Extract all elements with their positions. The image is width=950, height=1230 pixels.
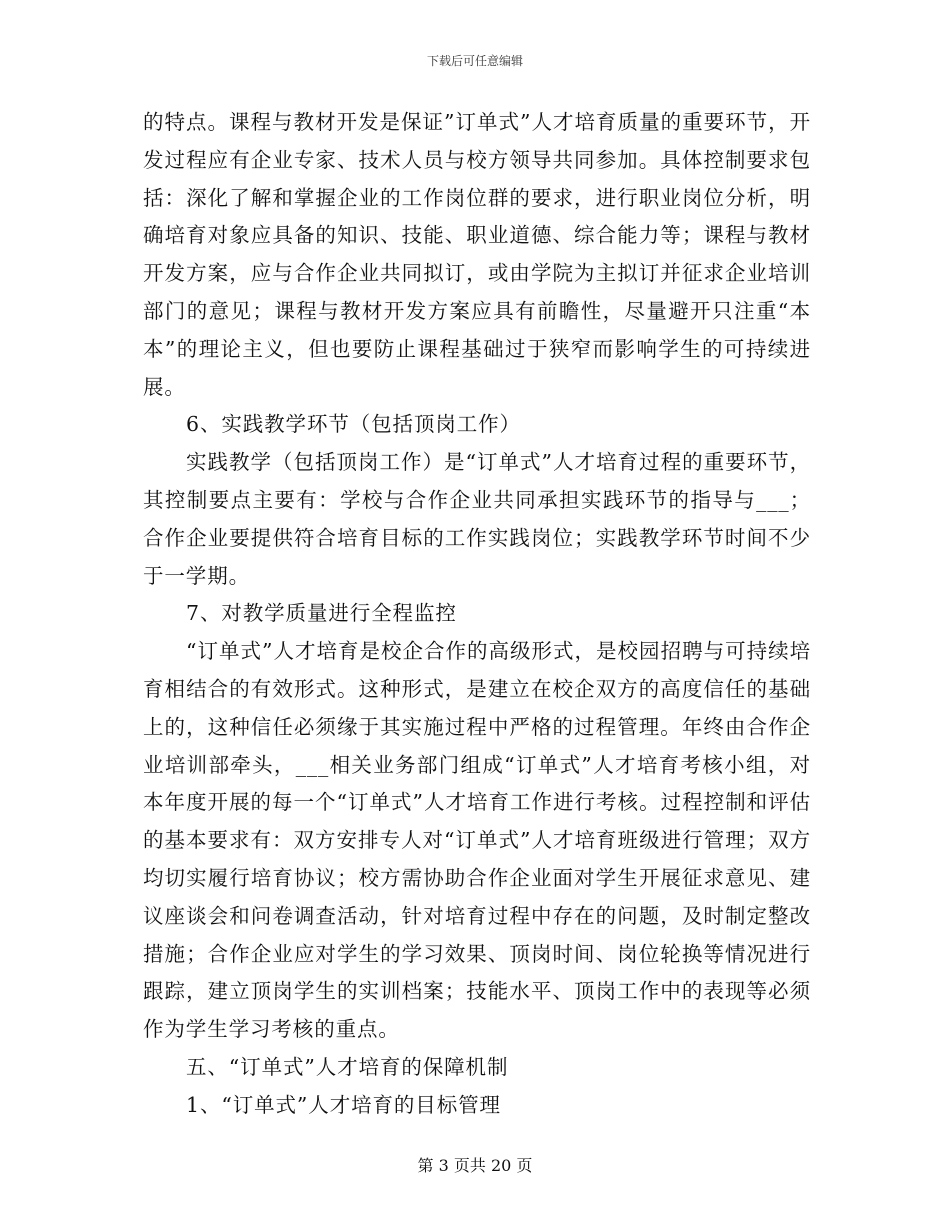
paragraph-quality-monitoring: “订单式”人才培育是校企合作的高级形式，是校园招聘与可持续培育相结合的有效形式。这种形式，是建立在校企双方的高度信任的基础上的，这种信任必须缘于其实施过程中严格的过程管理。年终由合作企业培训部牵头，___相关业务部门组成“订单式”人才培育考核小组，对本年度开展的每一个“订单式”人才培育工作进行考核。过程控制和评估的基本要求有：双方安排专人对“订单式”人才培育班级进行管理；双方均切实履行培育协议；校方需协助合作企业面对学生开展征求意见、建议座谈会和问卷调查活动，针对培育过程中存在的问题，及时制定整改措施；合作企业应对学生的学习效果、顶岗时间、岗位轮换等情况进行跟踪，建立顶岗学生的实训档案；技能水平、顶岗工作中的表现等必须作为学生学习考核的重点。 (143, 639, 811, 1042)
paragraph-course-development: 的特点。课程与教材开发是保证”订单式”人才培育质量的重要环节，开发过程应有企业专家、技术人员与校方领导共同参加。具体控制要求包括：深化了解和掌握企业的工作岗位群的要求，进行职业岗位分析，明确培育对象应具备的知识、技能、职业道德、综合能力等；课程与教材开发方案，应与合作企业共同拟订，或由学院为主拟订并征求企业培训部门的意见；课程与教材开发方案应具有前瞻性，尽量避开只注重“本本”的理论主义，但也要防止课程基础过于狭窄而影响学生的可持续进展。 (143, 110, 811, 399)
document-body (143, 104, 811, 1125)
section-heading-practice-teaching: 6、实践教学环节（包括顶岗工作） (186, 412, 521, 437)
page-number: 第 3 页共 20 页 (417, 1156, 533, 1175)
section-heading-quality-monitoring: 7、对教学质量进行全程监控 (186, 601, 457, 626)
section-heading-target-management: 1、“订单式”人才培育的目标管理 (186, 1092, 501, 1117)
page-header: 下载后可任意编辑 (426, 54, 523, 68)
paragraph-practice-teaching: 实践教学（包括顶岗工作）是“订单式”人才培育过程的重要环节，其控制要点主要有：学校与合作企业共同承担实践环节的指导与___；合作企业要提供符合培育目标的工作实践岗位；实践教学环节时间不少于一学期。 (143, 450, 811, 588)
section-heading-guarantee-mechanism: 五、“订单式”人才培育的保障机制 (186, 1054, 509, 1079)
